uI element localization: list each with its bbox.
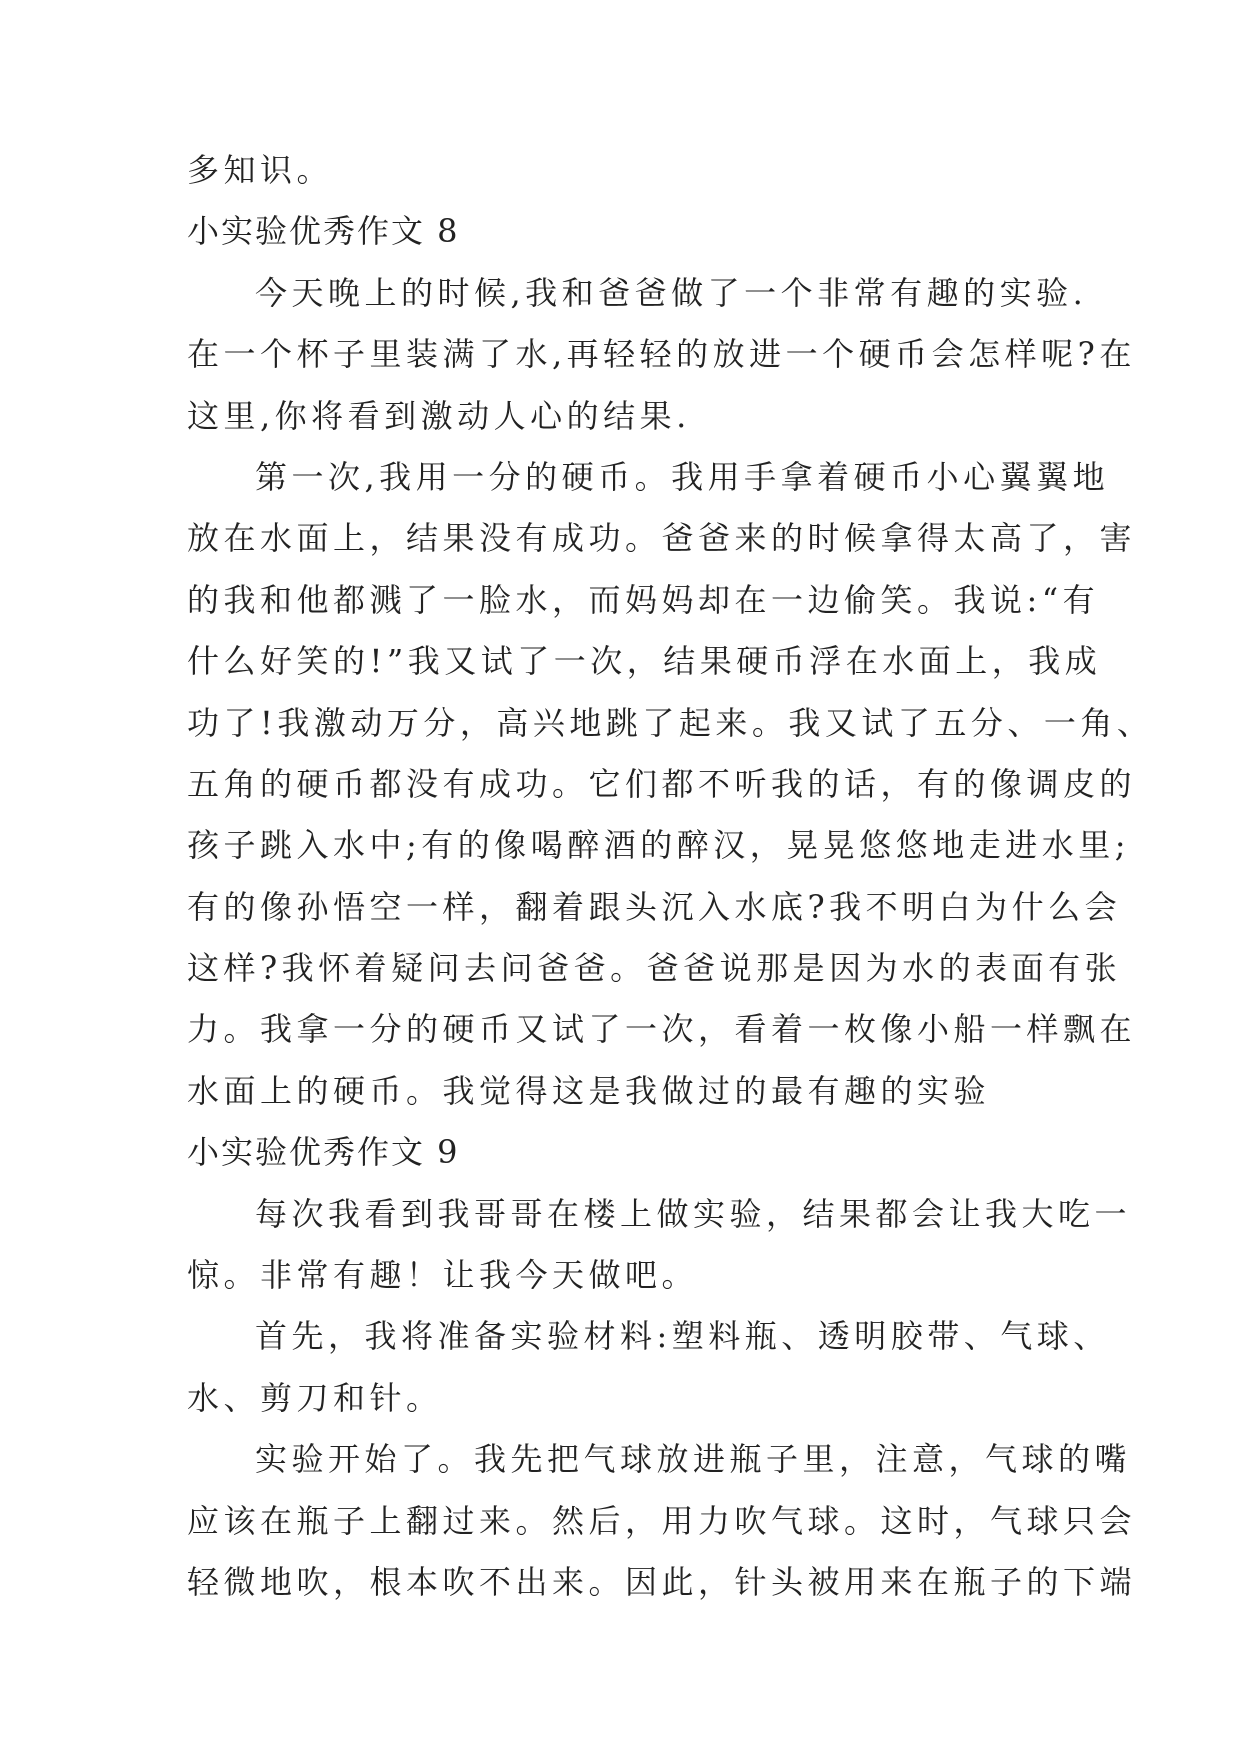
paragraph-line: 有的像孙悟空一样，翻着跟头沉入水底?我不明白为什么会 xyxy=(187,887,1122,926)
paragraph-line: 五角的硬币都没有成功。它们都不听我的话，有的像调皮的 xyxy=(187,764,1137,803)
paragraph-line: 首先，我将准备实验材料:塑料瓶、透明胶带、气球、 xyxy=(255,1317,1110,1356)
paragraph-line: 的我和他都溅了一脸水，而妈妈却在一边偷笑。我说:“有 xyxy=(187,580,1100,619)
paragraph-line: 实验开始了。我先把气球放进瓶子里，注意，气球的嘴 xyxy=(255,1440,1132,1479)
paragraph-line: 在一个杯子里装满了水,再轻轻的放进一个硬币会怎样呢?在 xyxy=(187,335,1136,374)
paragraph-line: 水、剪刀和针。 xyxy=(187,1378,443,1417)
paragraph-line: 力。我拿一分的硬币又试了一次，看着一枚像小船一样飘在 xyxy=(187,1010,1137,1049)
paragraph-line: 孩子跳入水中;有的像喝醉酒的醉汉，晃晃悠悠地走进水里; xyxy=(187,826,1131,865)
paragraph-line: 什么好笑的!”我又试了一次，结果硬币浮在水面上，我成 xyxy=(187,642,1102,681)
paragraph-line: 功了!我激动万分，高兴地跳了起来。我又试了五分、一角、 xyxy=(187,703,1154,742)
paragraph-line: 多知识。 xyxy=(187,151,334,189)
paragraph-line: 放在水面上，结果没有成功。爸爸来的时候拿得太高了，害 xyxy=(187,519,1137,558)
paragraph-line: 每次我看到我哥哥在楼上做实验，结果都会让我大吃一 xyxy=(255,1194,1132,1233)
paragraph-line: 轻微地吹，根本吹不出来。因此，针头被用来在瓶子的下端 xyxy=(187,1562,1137,1601)
paragraph-line: 第一次,我用一分的硬币。我用手拿着硬币小心翼翼地 xyxy=(255,457,1110,496)
paragraph-line: 这里,你将看到激动人心的结果. xyxy=(187,396,691,435)
essay-heading: 小实验优秀作文 8 xyxy=(187,212,460,251)
paragraph-line: 这样?我怀着疑问去问爸爸。爸爸说那是因为水的表面有张 xyxy=(187,949,1122,988)
paragraph-line: 今天晚上的时候,我和爸爸做了一个非常有趣的实验. xyxy=(255,273,1088,312)
paragraph-line: 应该在瓶子上翻过来。然后，用力吹气球。这时，气球只会 xyxy=(187,1501,1137,1540)
paragraph-line: 水面上的硬币。我觉得这是我做过的最有趣的实验 xyxy=(187,1071,991,1110)
document-body xyxy=(187,140,1154,1613)
paragraph-line: 惊。非常有趣！让我今天做吧。 xyxy=(187,1256,699,1295)
essay-heading: 小实验优秀作文 9 xyxy=(187,1133,460,1172)
